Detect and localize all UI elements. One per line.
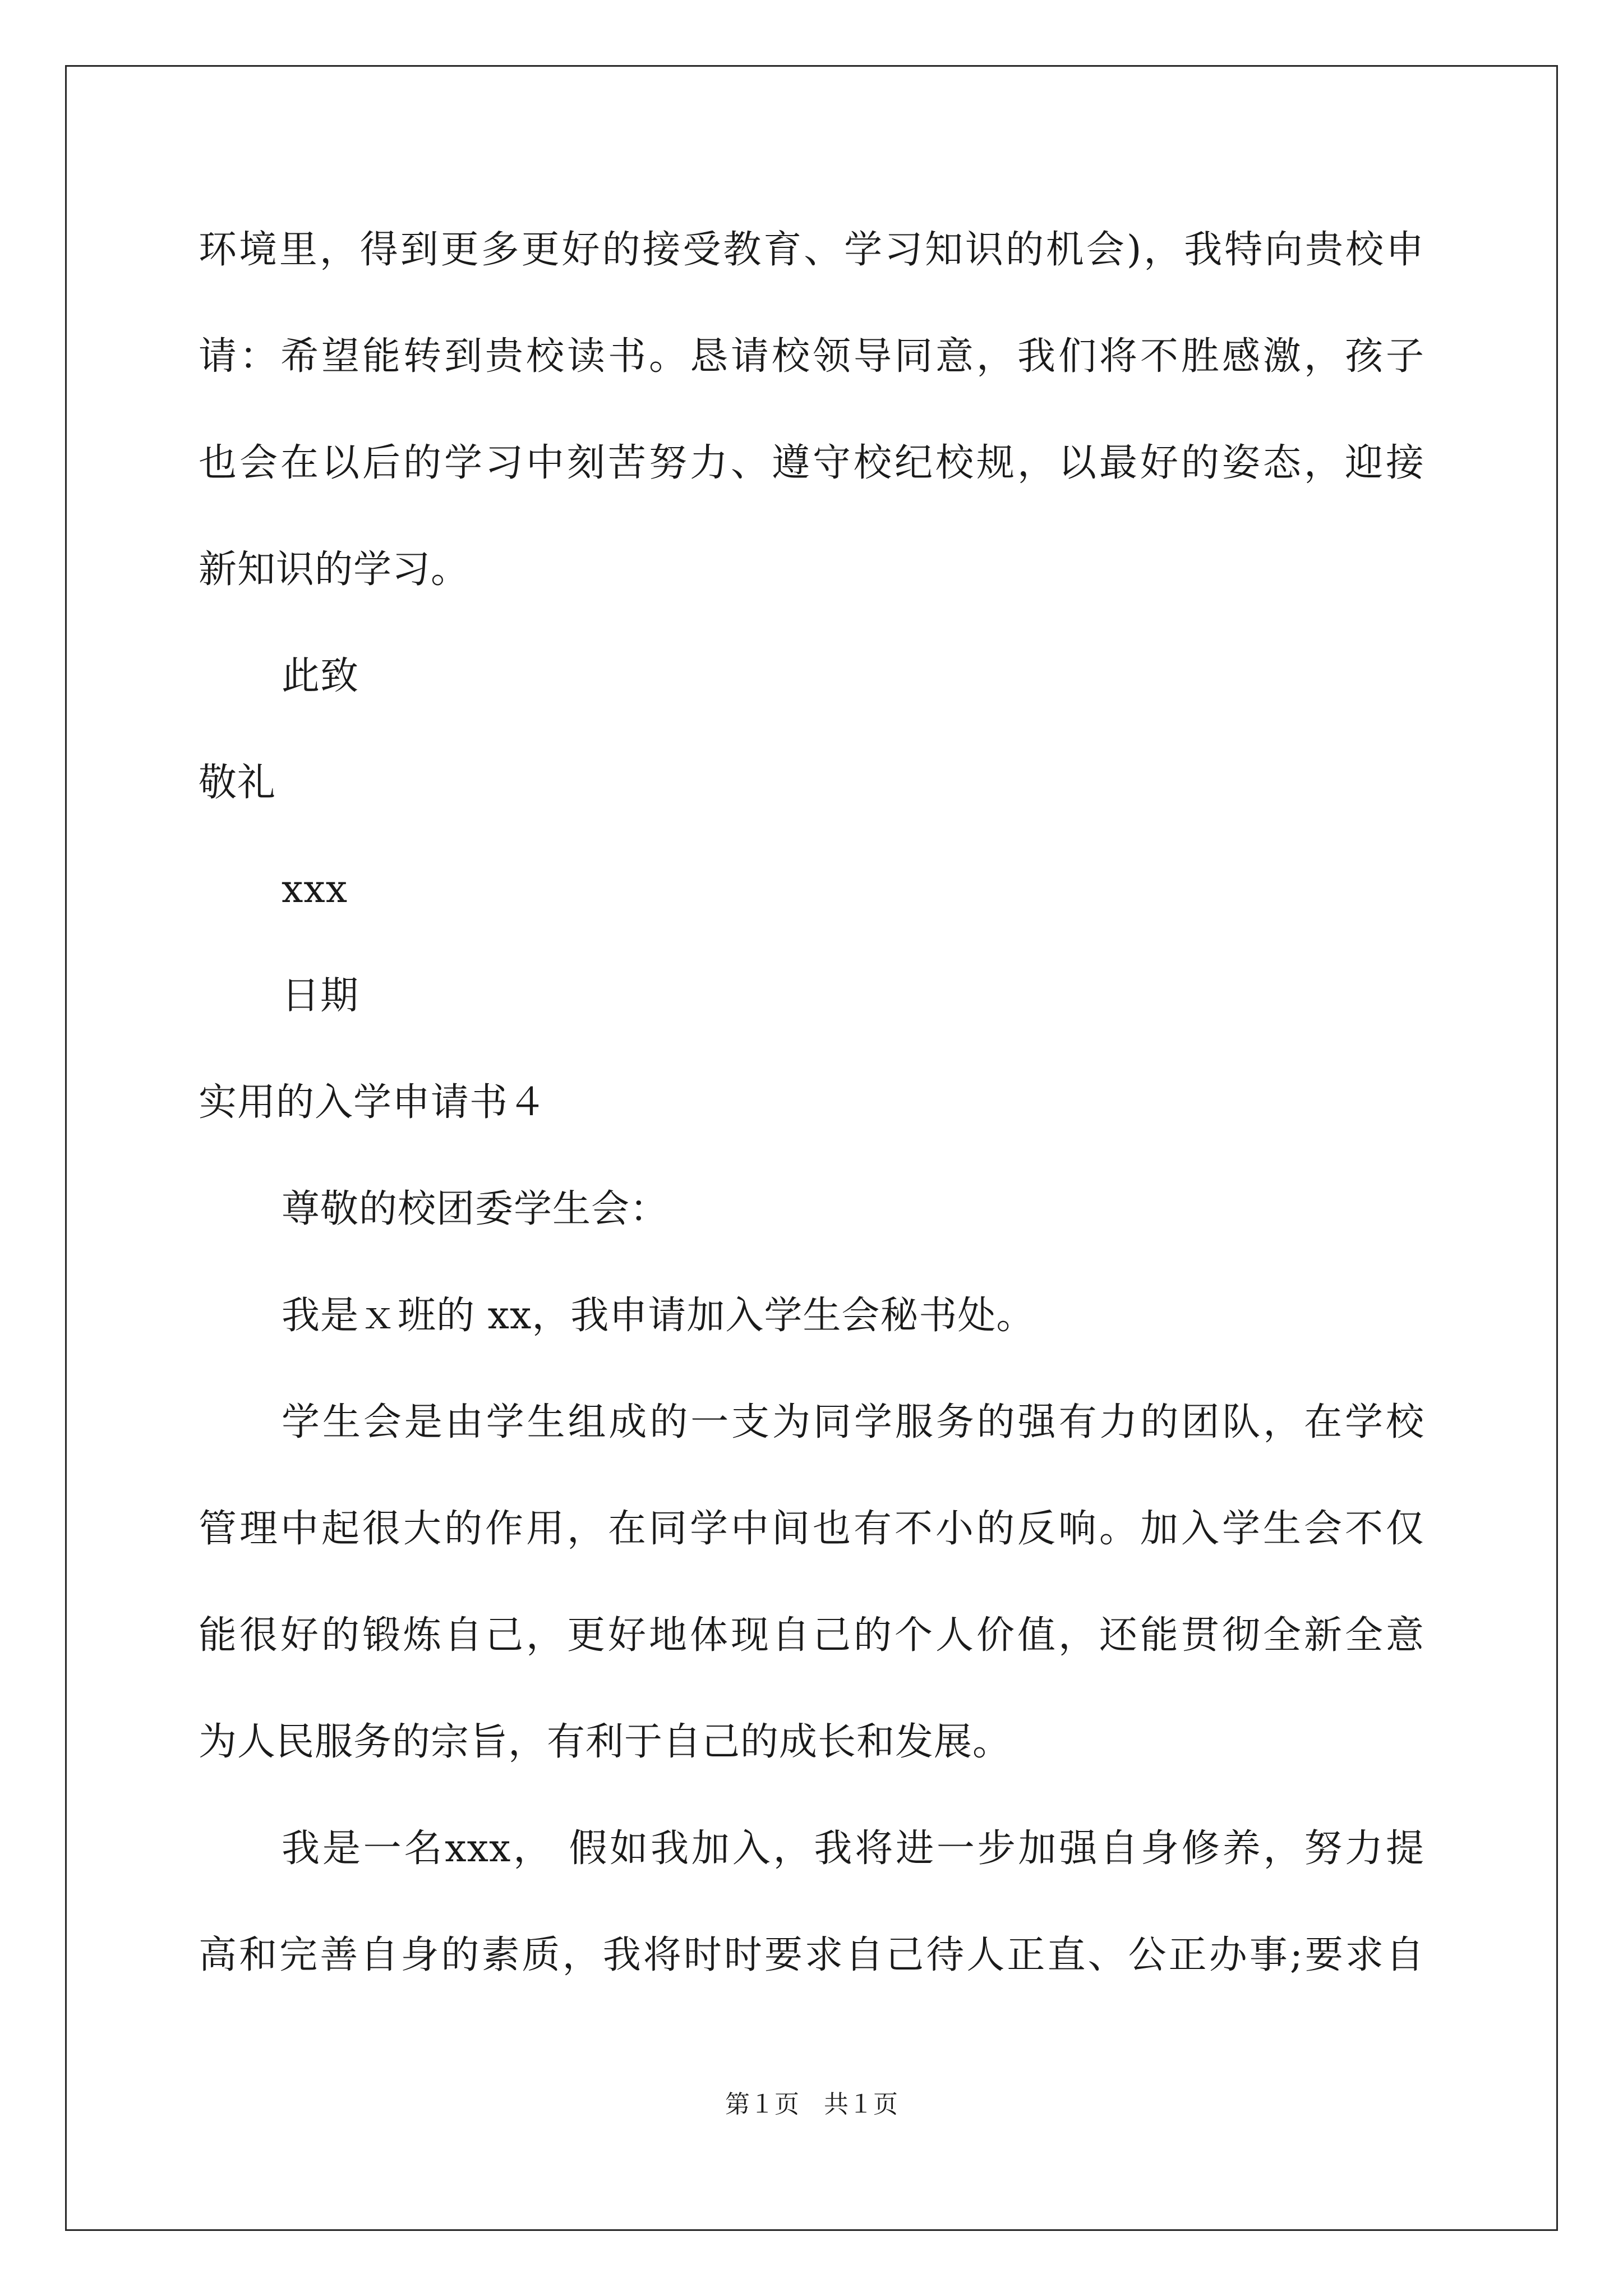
body-line: 高和完善自身的素质，我将时时要求自己待人正直、公正办事;要求自 [199, 1933, 1424, 1977]
body-line: 我是一名xxx， 假如我加入，我将进一步加强自身修养，努力提 [282, 1826, 1424, 1871]
section-heading: 实用的入学申请书４ [199, 1080, 547, 1125]
body-line: 学生会是由学生组成的一支为同学服务的强有力的团队，在学校 [282, 1400, 1424, 1444]
page-number-footer: 第１页 共１页 [725, 2090, 898, 2119]
signature-date: 日期 [282, 974, 359, 1018]
body-line: 能很好的锻炼自己，更好地体现自己的个人价值，还能贯彻全新全意 [199, 1613, 1424, 1658]
body-line: 我是ｘ班的 xx，我申请加入学生会秘书处。 [282, 1294, 1035, 1338]
letter-greeting: 尊敬的校团委学生会： [282, 1187, 669, 1231]
body-line: 新知识的学习。 [199, 547, 470, 592]
body-line: 也会在以后的学习中刻苦努力、遵守校纪校规，以最好的姿态，迎接 [199, 441, 1424, 485]
closing-salutation: 此致 [282, 654, 359, 698]
signature-name: xxx [282, 867, 348, 912]
body-line: 环境里，得到更多更好的接受教育、学习知识的机会)，我特向贵校申 [199, 228, 1424, 272]
page-frame [65, 65, 1558, 2231]
body-line: 为人民服务的宗旨，有利于自己的成长和发展。 [199, 1720, 1012, 1764]
body-line: 请：希望能转到贵校读书。恳请校领导同意，我们将不胜感激，孩子 [199, 334, 1424, 379]
body-line: 管理中起很大的作用，在同学中间也有不小的反响。加入学生会不仅 [199, 1507, 1424, 1551]
closing-regards: 敬礼 [199, 761, 276, 805]
